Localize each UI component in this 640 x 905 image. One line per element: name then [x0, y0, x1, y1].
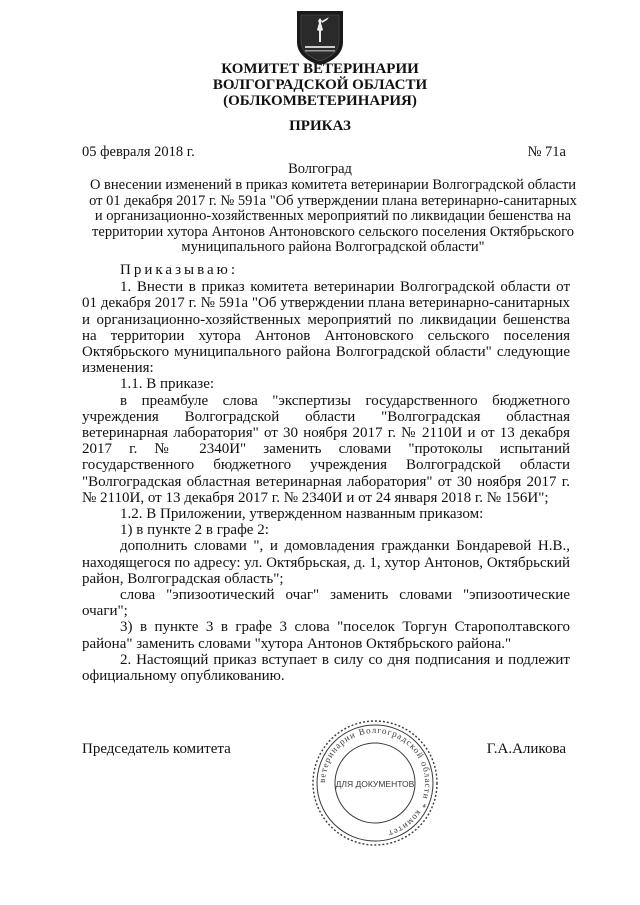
clause-2: 2. Настоящий приказ вступает в силу со дня подписания и подлежит официальному опубликованию. [82, 651, 570, 685]
official-stamp-icon [310, 718, 440, 848]
org-name-line1: КОМИТЕТ ВЕТЕРИНАРИИ [221, 61, 419, 77]
coat-of-arms-icon [293, 8, 347, 66]
order-body [82, 262, 570, 684]
stamp-ring-text: ветеринарии Волгоградской области * комитет [316, 724, 434, 840]
signatory-name: Г.А.Аликова [486, 741, 566, 757]
clause-1: 1. Внести в приказ комитета ветеринарии Волгоградской области от 01 декабря 2017 г. № 591а "Об утверждении плана ветеринарно-санитарных и организационно-хозяйственных мероприятий по ликвидации бешенства на территории хутора Антонов Антоновского сельского поселения Октябрьского муниципального района Волгоградской области" следующие изменения: [82, 279, 570, 377]
clause-1-1: 1.1. В приказе: [120, 376, 215, 393]
clause-1-2: 1.2. В Приложении, утвержденном названным приказом: [120, 506, 484, 523]
order-lead: Приказываю: [120, 262, 238, 278]
order-number: № 71а [527, 144, 566, 160]
stamp-center-text: ДЛЯ ДОКУМЕНТОВ [335, 779, 415, 789]
org-name-line2: ВОЛГОГРАДСКОЙ ОБЛАСТИ [212, 77, 428, 93]
signatory-position: Председатель комитета [82, 741, 231, 757]
clause-1-2-item-1a: дополнить словами ", и домовладения гражданки Бондаревой Н.В., находящегося по адресу: ул. Октябрьская, д. 1, хутор Антонов, Октябрьский район, Волгоградская область"; [82, 538, 570, 587]
clause-1-2-item-1: 1) в пункте 2 в графе 2: [120, 522, 269, 539]
clause-1-1-text: в преамбуле слова "экспертизы государственного бюджетного учреждения Волгоградской области "Волгоградская областная ветеринарная лаборатория" от 30 ноября 2017 г. № 2110И и от 13 декабря 2017 г. № 2340И" заменить словами "протоколы испытаний государственного бюджетного учреждения Волгоградской области "Волгоградская областная ветеринарная лаборатория" от 30 ноября 2017 г. № 2110И, от 13 декабря 2017 г. № 2340И и от 24 января 2018 г. № 156И"; [82, 392, 570, 506]
order-subject: О внесении изменений в приказ комитета ветеринарии Волгоградской области от 01 декабря 2017 г. № 591а "Об утверждении плана ветеринарно-санитарных и организационно-хозяйственных мероприятий по ликвидации бешенства на территории хутора Антонов Антоновского сельского поселения Октябрьского муниципального района Волгоградской области" [89, 177, 577, 255]
order-city: Волгоград [288, 161, 352, 177]
clause-1-2-item-3: 3) в пункте 3 в графе 3 слова "поселок Торгун Старополтавского района" заменить словами "хутора Антонов Октябрьского района." [82, 619, 570, 652]
organization-header [0, 61, 640, 109]
org-name-line3: (ОБЛКОМВЕТЕРИНАРИЯ) [223, 93, 417, 109]
order-title: ПРИКАЗ [289, 118, 351, 134]
clause-1-2-item-1b: слова "эпизоотический очаг" заменить словами "эпизоотические очаги"; [82, 587, 570, 620]
order-date: 05 февраля 2018 г. [82, 144, 195, 160]
